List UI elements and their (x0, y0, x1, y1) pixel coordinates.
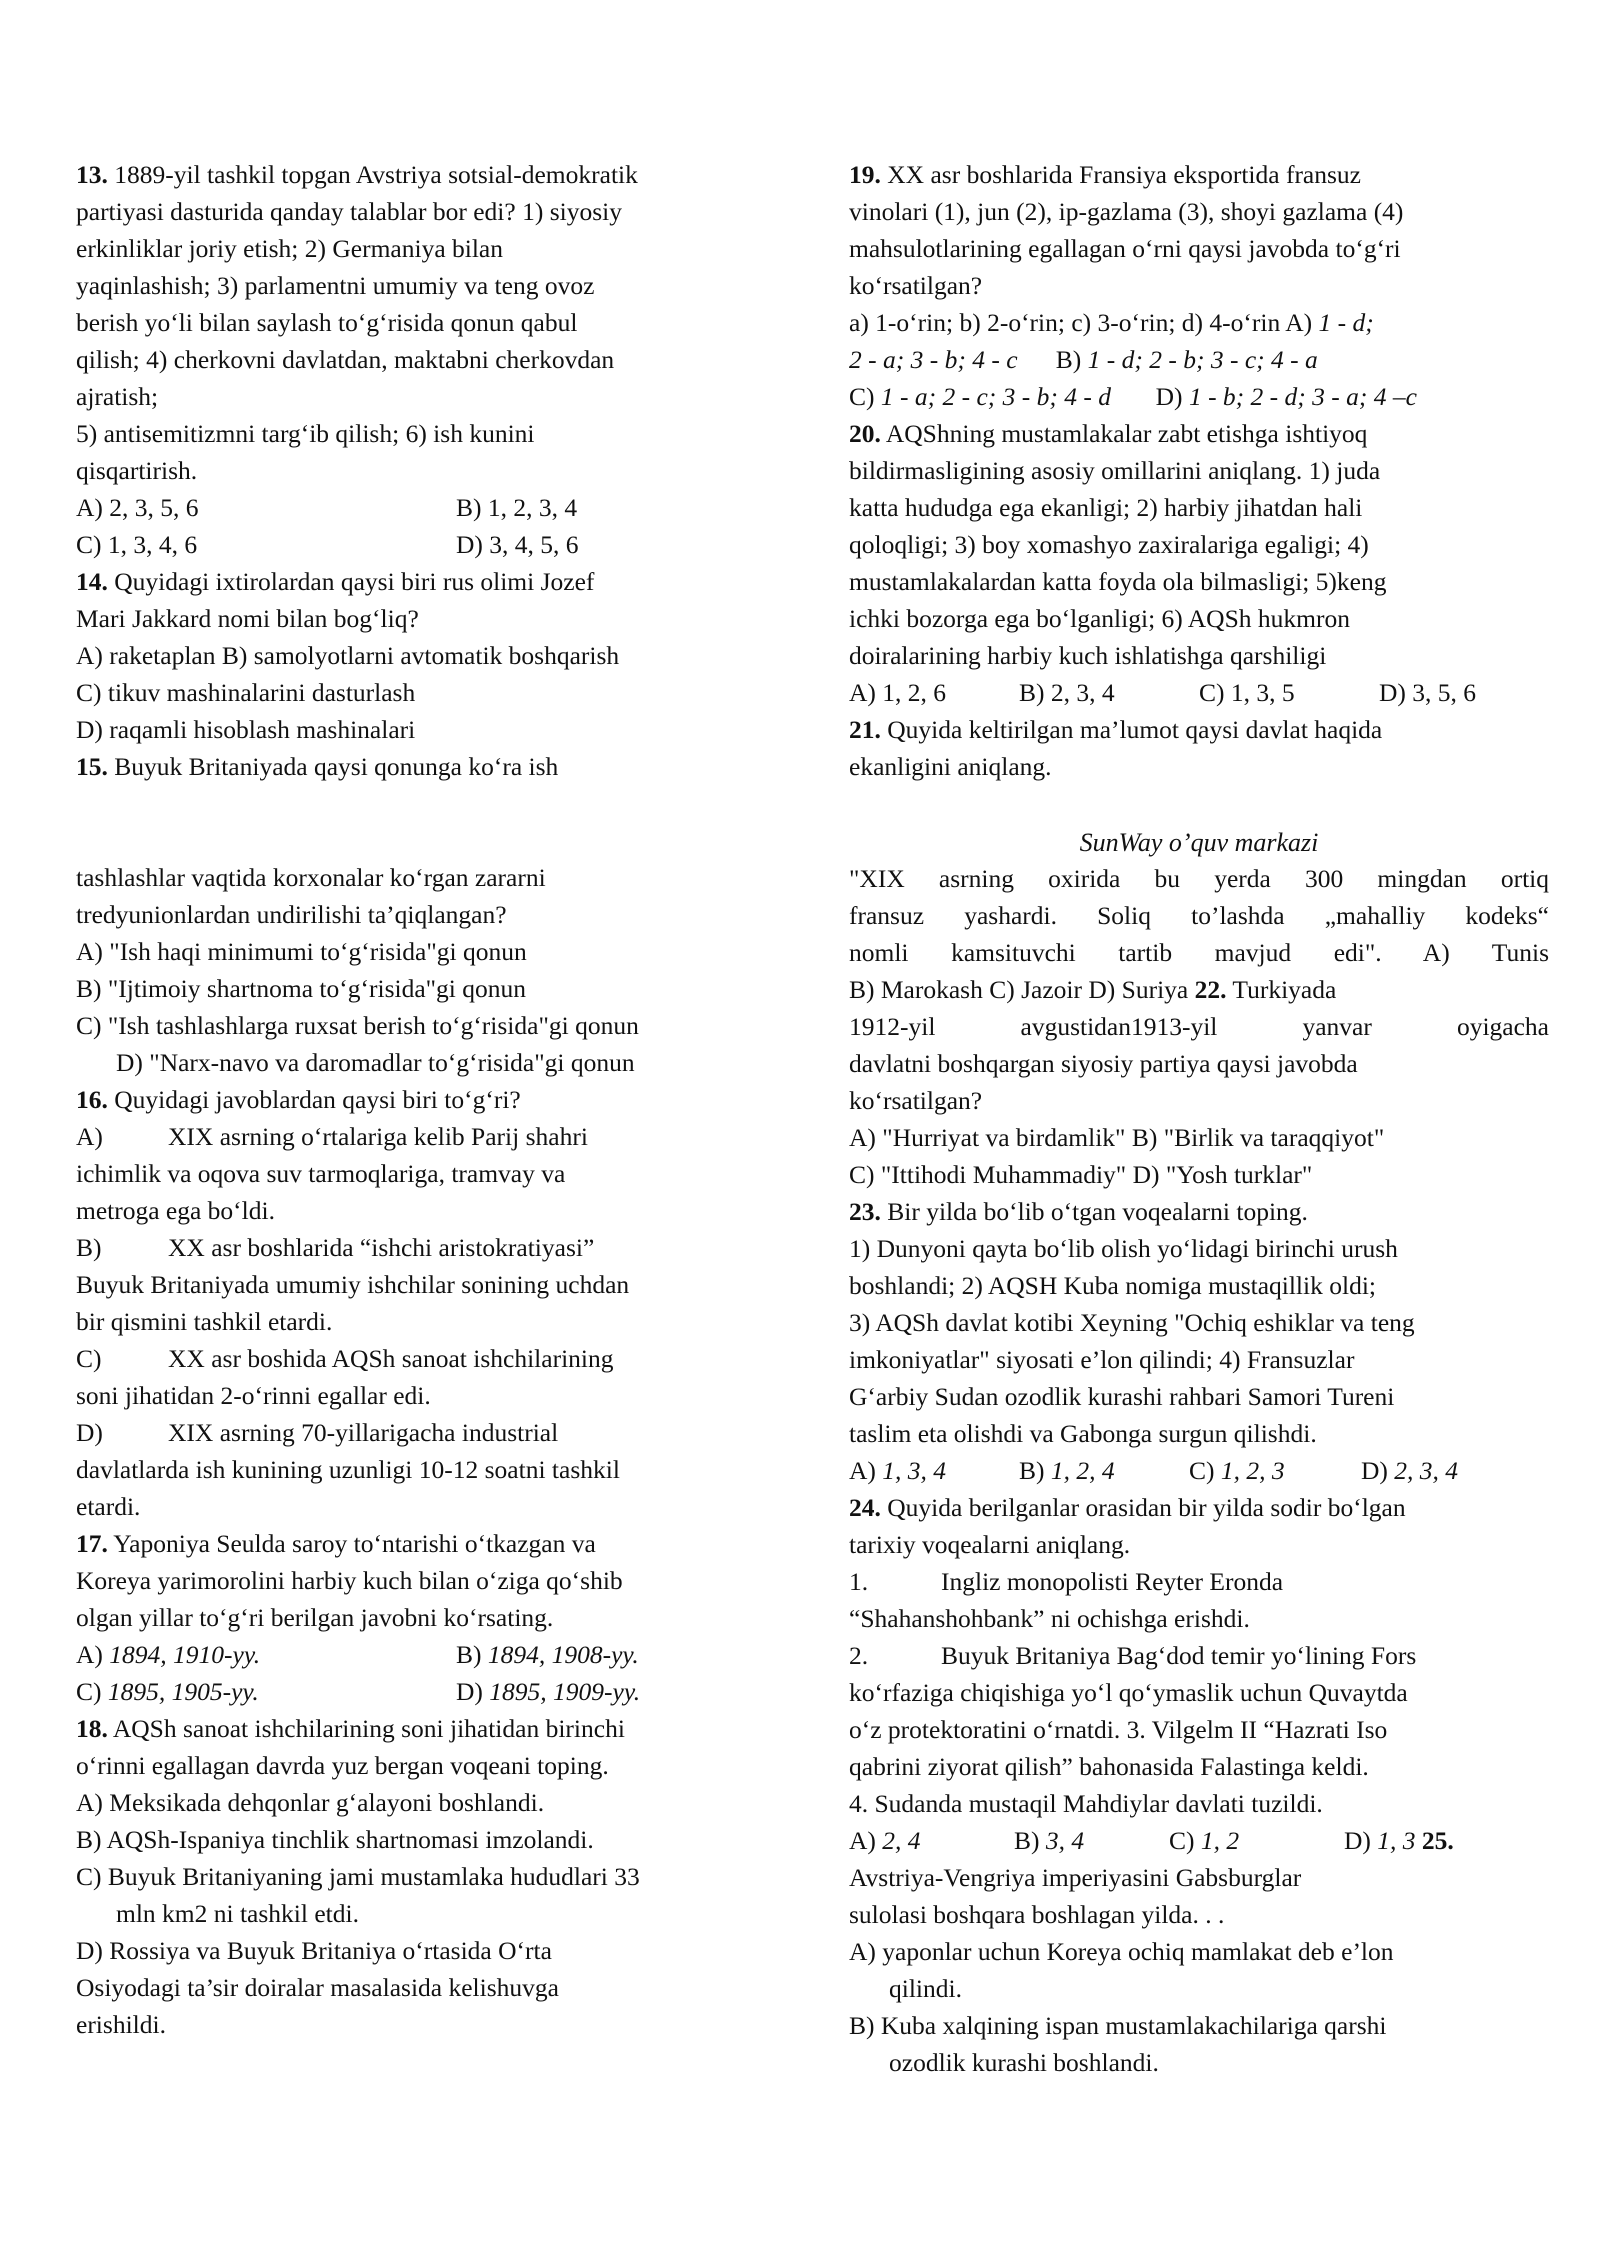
question-text: ko‘rsatilgan? (849, 271, 983, 300)
question-number: 23. (849, 1197, 881, 1226)
item-text: Buyuk Britaniya Bag‘dod temir yo‘lining Fors (941, 1641, 1417, 1670)
answer-value: 1 - a; 2 - c; 3 - b; 4 - d (880, 382, 1112, 411)
question-23 (849, 1193, 1549, 1489)
answer-a: A) Meksikada dehqonlar g‘alayoni boshlandi. (76, 1788, 545, 1817)
answer-value: 1, 2, 4 (1050, 1456, 1115, 1485)
question-text: mahsulotlarining egallagan o‘rni qaysi javobda to‘g‘ri (849, 234, 1401, 263)
answer-d: D) raqamli hisoblash mashinalari (76, 715, 416, 744)
answer-c (1169, 1822, 1344, 1859)
answer-options: B) Marokash C) Jazoir D) Suriya (849, 975, 1195, 1004)
answer-b: B) 2, 3, 4 (1019, 678, 1115, 707)
question-text: ekanligini aniqlang. (849, 752, 1052, 781)
question-text: Quyida berilganlar orasidan bir yilda sodir bo‘lgan (880, 1493, 1406, 1522)
answer-a: A) "Ish haqi minimumi to‘g‘risida"gi qonun (76, 937, 527, 966)
question-text: AQShning mustamlakalar zabt etishga ishtiyoq (880, 419, 1368, 448)
answer-a: A) 1, 2, 6 (849, 678, 947, 707)
answer-value: 2 - a; 3 - b; 4 - c (849, 345, 1018, 374)
answer-c: C) 1, 3, 5 (1199, 678, 1295, 707)
item-text: ko‘rfaziga chiqishiga yo‘l qo‘ymaslik uchun Quvaytda (849, 1678, 1408, 1707)
question-text: bildirmasligining asosiy omillarini aniqlang. 1) juda (849, 456, 1381, 485)
question-20 (849, 415, 1549, 711)
answer-text: bir qismini tashkil etardi. (76, 1307, 333, 1336)
answer-d: D) 3, 5, 6 (1379, 678, 1477, 707)
watermark: SunWay o’quv markazi (1079, 828, 1319, 857)
left-column (76, 156, 776, 2043)
question-text: vinolari (1), jun (2), ip-gazlama (3), shoyi gazlama (4) (849, 197, 1404, 226)
question-text: Mari Jakkard nomi bilan bog‘liq? (76, 604, 419, 633)
item-text: imkoniyatlar" siyosati e’lon qilindi; 4) Fransuzlar (849, 1345, 1355, 1374)
answer-text: ichimlik va oqova suv tarmoqlariga, tramvay va (76, 1159, 566, 1188)
answer-a (76, 1636, 456, 1673)
question-text: 1912-yil avgustidan1913-yil yanvar oyigacha (849, 1012, 1549, 1041)
answer-d-cont: Osiyodagi ta’sir doiralar masalasida kelishuvga (76, 1973, 559, 2002)
answer-c: C) "Ish tashlashlarga ruxsat berish to‘g‘risida"gi qonun (76, 1011, 639, 1040)
question-text: Koreya yarimorolini harbiy kuch bilan o‘ziga qo‘shib (76, 1566, 623, 1595)
item-text: Ingliz monopolisti Reyter Eronda (941, 1567, 1284, 1596)
question-text: doiralarining harbiy kuch ishlatishga qarshiligi (849, 641, 1327, 670)
answer-a-cont: qilindi. (889, 1974, 962, 2003)
answer-label: A) (849, 1826, 883, 1855)
answer-label: D) (456, 1677, 490, 1706)
answer-text: Buyuk Britaniyada umumiy ishchilar sonining uchdan (76, 1270, 630, 1299)
question-text: ajratish; (76, 382, 159, 411)
answer-d (1344, 1822, 1454, 1859)
question-text: fransuz yashardi. Soliq to’lashda „mahalliy kodeks“ (849, 901, 1549, 930)
question-number: 15. (76, 752, 108, 781)
question-text: 1889-yil tashkil topgan Avstriya sotsial-demokratik (107, 160, 638, 189)
answer-d-cont: erishildi. (76, 2010, 166, 2039)
answer-text: XIX asrning o‘rtalariga kelib Parij shahri (168, 1122, 588, 1151)
page-break-gap (849, 785, 1549, 860)
answer-label: A) (849, 1456, 883, 1485)
question-number: 16. (76, 1085, 108, 1114)
question-number: 20. (849, 419, 881, 448)
item-text: o‘z protektoratini o‘rnatdi. 3. Vilgelm II “Hazrati Iso (849, 1715, 1388, 1744)
question-text: tashlashlar vaqtida korxonalar ko‘rgan zararni (76, 863, 546, 892)
question-text: mustamlakalardan katta foyda ola bilmasligi; 5)keng (849, 567, 1387, 596)
answer-text: etardi. (76, 1492, 141, 1521)
answer-value: 1895, 1905-yy. (107, 1677, 259, 1706)
item-text: 4. Sudanda mustaqil Mahdiylar davlati tuzildi. (849, 1789, 1323, 1818)
question-text: o‘rinni egallagan davrda yuz bergan voqeani toping. (76, 1751, 609, 1780)
answer-value: 2, 4 (882, 1826, 921, 1855)
answer-label: C) (76, 1677, 108, 1706)
question-17 (76, 1525, 776, 1710)
question-number: 25. (1421, 1826, 1454, 1855)
answer-d (1361, 1452, 1458, 1489)
question-text: Quyidagi ixtirolardan qaysi biri rus olimi Jozef (107, 567, 595, 596)
question-text: qilish; 4) cherkovni davlatdan, maktabni cherkovdan (76, 345, 615, 374)
answer-label: C) (1189, 1456, 1221, 1485)
answer-label: D) (76, 1418, 103, 1447)
question-text: ko‘rsatilgan? (849, 1086, 983, 1115)
question-number: 18. (76, 1714, 108, 1743)
question-text: 5) antisemitizmni targ‘ib qilish; 6) ish kunini (76, 419, 535, 448)
question-text: tarixiy voqealarni aniqlang. (849, 1530, 1131, 1559)
question-25 (849, 1859, 1549, 2081)
answer-a (849, 1822, 1014, 1859)
answer-row (76, 1673, 776, 1710)
answer-value: 1 - d; (1318, 308, 1374, 337)
item-label: 2. (849, 1641, 869, 1670)
answer-ab: A) "Hurriyat va birdamlik" B) "Birlik va taraqqiyot" (849, 1123, 1385, 1152)
question-text: olgan yillar to‘g‘ri berilgan javobni ko‘rsating. (76, 1603, 554, 1632)
answer-row (849, 1452, 1549, 1489)
answer-row (76, 1636, 776, 1673)
question-text: Avstriya-Vengriya imperiyasini Gabsburglar (849, 1863, 1302, 1892)
question-text: Quyida keltirilgan ma’lumot qaysi davlat haqida (880, 715, 1383, 744)
question-14 (76, 563, 776, 748)
question-text: Yaponiya Seulda saroy to‘ntarishi o‘tkazgan va (107, 1529, 596, 1558)
question-text: partiyasi dasturida qanday talablar bor edi? 1) siyosiy (76, 197, 622, 226)
answer-label: B) (1014, 1826, 1046, 1855)
answer-cd: C) "Ittihodi Muhammadiy" D) "Yosh turklar" (849, 1160, 1313, 1189)
question-text: Buyuk Britaniyada qaysi qonunga ko‘ra ish (107, 752, 559, 781)
question-text: qisqartirish. (76, 456, 198, 485)
options-line: a) 1-o‘rin; b) 2-o‘rin; c) 3-o‘rin; d) 4-o‘rin A) (849, 308, 1319, 337)
answer-c: C) Buyuk Britaniyaning jami mustamlaka hududlari 33 (76, 1862, 640, 1891)
item-text: “Shahanshohbank” ni ochishga erishdi. (849, 1604, 1250, 1633)
question-number: 21. (849, 715, 881, 744)
answer-value: 1, 3, 4 (882, 1456, 947, 1485)
question-24 (849, 1489, 1549, 1859)
question-text: qoloqligi; 3) boy xomashyo zaxiralariga egaligi; 4) (849, 530, 1369, 559)
answer-label: B) (76, 1233, 102, 1262)
answer-row (76, 526, 776, 563)
answer-row (849, 1822, 1549, 1859)
question-13 (76, 156, 776, 563)
answer-value: 2, 3, 4 (1394, 1456, 1459, 1485)
item-label: 1. (849, 1567, 869, 1596)
question-text: Bir yilda bo‘lib o‘tgan voqealarni toping. (880, 1197, 1308, 1226)
answer-value: 1894, 1910-yy. (109, 1640, 261, 1669)
answer-text: XX asr boshida AQSh sanoat ishchilarining (168, 1344, 614, 1373)
answer-a (849, 1452, 1019, 1489)
answer-d: D) "Narx-navo va daromadlar to‘g‘risida"gi qonun (116, 1048, 635, 1077)
answer-label: D) (1361, 1456, 1395, 1485)
answer-b (1019, 1452, 1189, 1489)
question-text: davlatni boshqargan siyosiy partiya qaysi javobda (849, 1049, 1358, 1078)
question-number: 24. (849, 1493, 881, 1522)
page-break-gap (76, 785, 776, 859)
answer-label: D) (1155, 382, 1189, 411)
question-16 (76, 1081, 776, 1525)
question-19 (849, 156, 1549, 415)
answer-c (76, 1673, 456, 1710)
answer-text: soni jihatidan 2-o‘rinni egallar edi. (76, 1381, 431, 1410)
question-number: 13. (76, 160, 108, 189)
answer-row (76, 489, 776, 526)
answer-label: B) (456, 1640, 488, 1669)
answer-c (1189, 1452, 1361, 1489)
answer-b: B) "Ijtimoiy shartnoma to‘g‘risida"gi qonun (76, 974, 527, 1003)
answer-text: metroga ega bo‘ldi. (76, 1196, 275, 1225)
answer-label: B) (1019, 1456, 1051, 1485)
question-text: erkinliklar joriy etish; 2) Germaniya bilan (76, 234, 504, 263)
question-text: yaqinlashish; 3) parlamentni umumiy va teng ovoz (76, 271, 595, 300)
item-text: 3) AQSh davlat kotibi Xeyning "Ochiq eshiklar va teng (849, 1308, 1415, 1337)
item-text: G‘arbiy Sudan ozodlik kurashi rahbari Samori Tureni (849, 1382, 1395, 1411)
answer-b (456, 1636, 639, 1673)
item-text: taslim eta olishdi va Gabonga surgun qilishdi. (849, 1419, 1317, 1448)
question-text: ichki bozorga ega bo‘lganligi; 6) AQSh hukmron (849, 604, 1350, 633)
right-column (849, 156, 1549, 2081)
answer-label: C) (76, 1344, 102, 1373)
question-text: XX asr boshlarida Fransiya eksportida fransuz (880, 160, 1361, 189)
answer-b-cont: ozodlik kurashi boshlandi. (889, 2048, 1159, 2077)
answer-value: 1895, 1909-yy. (489, 1677, 641, 1706)
question-text: tredyunionlardan undirilishi ta’qiqlangan? (76, 900, 507, 929)
answer-b: B) 1, 2, 3, 4 (456, 493, 578, 522)
question-text: sulolasi boshqara boshlagan yilda. . . (849, 1900, 1225, 1929)
answer-c: C) tikuv mashinalarini dasturlash (76, 678, 416, 707)
answer-value: 1 - d; 2 - b; 3 - c; 4 - a (1087, 345, 1318, 374)
answer-c-cont: mln km2 ni tashkil etdi. (116, 1899, 359, 1928)
question-number: 19. (849, 160, 881, 189)
question-text: berish yo‘li bilan saylash to‘g‘risida qonun qabul (76, 308, 578, 337)
question-number: 14. (76, 567, 108, 596)
answer-label: A) (76, 1640, 110, 1669)
answer-label: A) (76, 1122, 103, 1151)
answer-label: C) (849, 382, 881, 411)
item-text: qabrini ziyorat qilish” bahonasida Falastinga keldi. (849, 1752, 1369, 1781)
answer-value: 1 - b; 2 - d; 3 - a; 4 –c (1188, 382, 1417, 411)
answer-ab: A) raketaplan B) samolyotlarni avtomatik boshqarish (76, 641, 620, 670)
question-21 (849, 711, 1549, 1008)
answer-text: davlatlarda ish kunining uzunligi 10-12 soatni tashkil (76, 1455, 620, 1484)
question-18 (76, 1710, 776, 2043)
answer-row (849, 674, 1549, 711)
answer-a: A) 2, 3, 5, 6 (76, 493, 199, 522)
item-text: 1) Dunyoni qayta bo‘lib olish yo‘lidagi birinchi urush (849, 1234, 1398, 1263)
answer-value: 1894, 1908-yy. (487, 1640, 639, 1669)
answer-value: 1, 2 (1200, 1826, 1240, 1855)
answer-c: C) 1, 3, 4, 6 (76, 530, 198, 559)
answer-value: 1, 2, 3 (1220, 1456, 1285, 1485)
question-number: 22. (1194, 975, 1227, 1004)
answer-value: 1, 3 (1377, 1826, 1416, 1855)
question-22 (849, 1008, 1549, 1193)
question-text: katta hududga ega ekanligi; 2) harbiy jihatdan hali (849, 493, 1363, 522)
question-15 (76, 748, 776, 1081)
question-number: 17. (76, 1529, 108, 1558)
answer-b: B) AQSh-Ispaniya tinchlik shartnomasi imzolandi. (76, 1825, 594, 1854)
answer-label: C) (1169, 1826, 1201, 1855)
answer-b (1014, 1822, 1169, 1859)
answer-label: B) (1055, 345, 1088, 374)
answer-text: XX asr boshlarida “ishchi aristokratiyasi” (168, 1233, 595, 1262)
answer-b: B) Kuba xalqining ispan mustamlakachilariga qarshi (849, 2011, 1387, 2040)
question-text: Turkiyada (1226, 975, 1337, 1004)
answer-d (456, 1673, 640, 1710)
question-text: Quyidagi javoblardan qaysi biri to‘g‘ri? (107, 1085, 521, 1114)
answer-label: D) (1344, 1826, 1378, 1855)
question-text: nomli kamsituvchi tartib mavjud edi". A) Tunis (849, 938, 1549, 967)
question-text: "XIX asrning oxirida bu yerda 300 mingdan ortiq (849, 864, 1549, 893)
question-text: AQSh sanoat ishchilarining soni jihatidan birinchi (107, 1714, 625, 1743)
item-text: boshlandi; 2) AQSH Kuba nomiga mustaqillik oldi; (849, 1271, 1376, 1300)
answer-text: XIX asrning 70-yillarigacha industrial (168, 1418, 559, 1447)
answer-value: 3, 4 (1045, 1826, 1085, 1855)
answer-a: A) yaponlar uchun Koreya ochiq mamlakat deb e’lon (849, 1937, 1394, 1966)
answer-d: D) Rossiya va Buyuk Britaniya o‘rtasida O‘rta (76, 1936, 552, 1965)
answer-d: D) 3, 4, 5, 6 (456, 530, 579, 559)
